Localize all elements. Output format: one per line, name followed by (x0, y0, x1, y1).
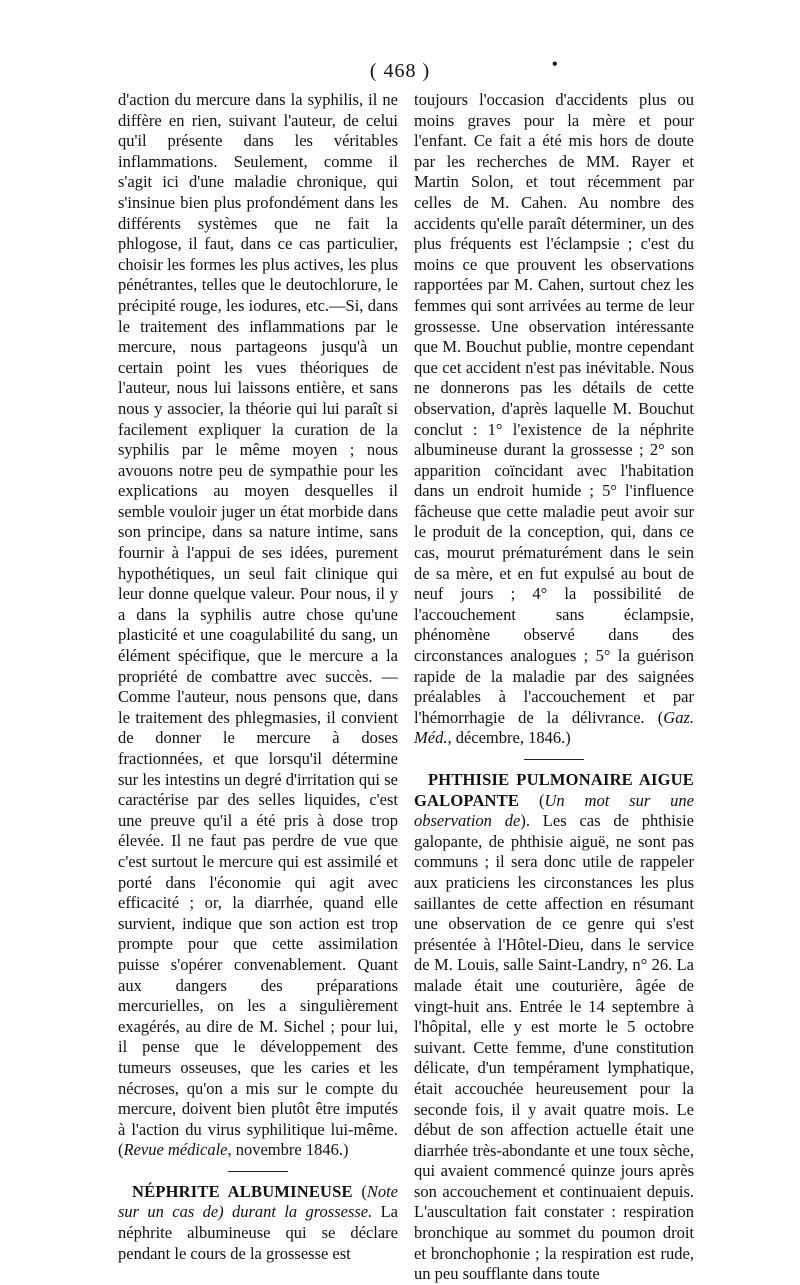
section-separator (524, 759, 584, 760)
citation-revue-medicale: Revue médicale (123, 1140, 228, 1160)
heading-paren-close: ). (520, 811, 530, 831)
citation-gaz-med: Gaz. Méd. (414, 707, 694, 748)
article-subtitle-phthisie: Un mot sur une observation de (414, 790, 694, 831)
heading-paren: ( (352, 1181, 367, 1201)
citation-date: , décembre, 1846.) (447, 728, 571, 748)
citation-date: , novembre 1846.) (227, 1140, 349, 1160)
right-column (414, 90, 694, 1285)
right-paragraph-nephrite-cont (414, 90, 694, 749)
page-mark: • (552, 56, 558, 73)
left-column (118, 90, 398, 1264)
article-heading-nephrite: NÉPHRITE ALBUMINEUSE (132, 1181, 353, 1201)
article-body-nephrite: La néphrite albumineuse qui se déclare pendant le cours de la grossesse est (118, 1202, 399, 1263)
left-paragraph-mercure (118, 90, 398, 1161)
article-body-phthisie: Les cas de phthisie galopante, de phthisie aiguë, ne sont pas communs ; il sera donc utile de rappeler aux praticiens les circonstances les plus saillantes de cette affection en résumant une observation de ce genre qui s'est présentée à l'Hôtel-Dieu, dans le service de M. Louis, salle Saint-Landry, n° 26. La malade était une couturière, âgée de vingt-huit ans. Entrée le 14 septembre à l'hôpital, elle y est morte le 5 octobre suivant. Cette femme, d'une constitution délicate, d'un tempérament lymphatique, était accouchée heureusement pour la seconde fois, il y avait quatre mois. Le début de son affection actuelle était une diarrhée très-abondante et une toux sèche, qui avaient commencé quinze jours après son accouchement et continuaient depuis. L'auscultation fait constater : respiration bronchique au sommet du poumon droit et bronchophonie ; la respiration est rude, un peu soufflante dans toute (414, 811, 695, 1284)
page-number: ( 468 ) (369, 60, 431, 82)
right-paragraph-text: toujours l'occasion d'accidents plus ou moins graves pour la mère et pour l'enfant. Ce fait a été mis hors de doute par les recherches de MM. Rayer et Martin Solon, et tout récemment par celles de M. Cahen. Au nombre des accidents qu'elle paraît déterminer, un des plus fréquents est l'éclampsie ; c'est du moins ce que prouvent les observations rapportées par M. Cahen, surtout chez les femmes qui sont arrivées au terme de leur grossesse. Une observation intéressante que M. Bouchut publie, montre cependant que cet accident n'est pas inévitable. Nous ne donnerons pas les détails de cette observation, d'après laquelle M. Bouchut conclut : 1° l'existence de la néphrite albumineuse durant la grossesse ; 2° son apparition coïncidant avec l'habitation dans un endroit humide ; 5° l'influence fâcheuse que cette maladie peut avoir sur le produit de la conception, qui, dans ce cas, mourut prématurément dans le sein de sa mère, et en fut expulsé au bout de neuf jours ; 4° la possibilité de l'accouchement sans éclampsie, phénomène observé dans des circonstances analogues ; 5° la guérison rapide de la maladie par des saignées préalables à l'accouchement et par l'hémorrhagie de la délivrance. ( (414, 90, 694, 727)
article-phthisie (414, 770, 694, 1285)
heading-paren: ( (519, 790, 545, 810)
left-paragraph-text: d'action du mercure dans la syphilis, il ne diffère en rien, suivant l'auteur, de celui qu'il présente dans les véritables inflammations. Seulement, comme il s'agit ici d'une maladie chronique, qui s'insinue bien plus profondément dans les différents systèmes que ne fait la phlogose, il faut, dans ce cas particulier, choisir les formes les plus actives, les plus pénétrantes, telles que le deutochlorure, le précipité rouge, les iodures, etc.—Si, dans le traitement des inflammations par le mercure, nous partageons jusqu'à un certain point les vues théoriques de l'auteur, nous lui laissons entière, et sans nous y associer, la théorie qui lui paraît si facilement expliquer la curation de la syphilis par le même moyen ; nous avouons notre peu de sympathie pour les explications au moyen desquelles il semble vouloir juger un état morbide dans son principe, dans sa nature intime, sans fournir à l'appui de ses idées, purement hypothétiques, un seul fait clinique qui leur donne quelque valeur. Pour nous, il y a dans la syphilis autre chose qu'une plasticité et une coagulabilité du sang, un élément spécifique, que le mercure a la propriété de combattre avec succès. — Comme l'auteur, nous pensons que, dans le traitement des phlegmasies, il convient de donner le mercure à doses fractionnées, et que lorsqu'il détermine sur les intestins un degré d'irritation qui se caractérise par des selles liquides, c'est une preuve qu'il a été pris à dose trop élevée. Il ne faut pas perdre de vue que c'est surtout le mercure qui est assimilé et porté dans l'économie qui agit avec efficacité ; or, la diarrhée, quand elle survient, indique que son action est trop prompte pour que cette assimilation puisse s'opérer convenablement. Quant aux dangers des préparations mercurielles, on les a singulièrement exagérés, au dire de M. Sichel ; pour lui, il pense que le développement des tumeurs osseuses, que les caries et les nécroses, qu'on a mis sur le compte du mercure, doivent bien plutôt être imputés à l'action du virus syphilitique lui-même. ( (118, 90, 398, 1160)
article-nephrite (118, 1182, 398, 1264)
article-heading-phthisie: PHTHISIE PULMONAIRE AIGUE GALOPANTE (414, 770, 694, 810)
article-subtitle-nephrite: Note sur un cas de) durant la grossesse. (118, 1181, 398, 1222)
section-separator (228, 1171, 288, 1172)
